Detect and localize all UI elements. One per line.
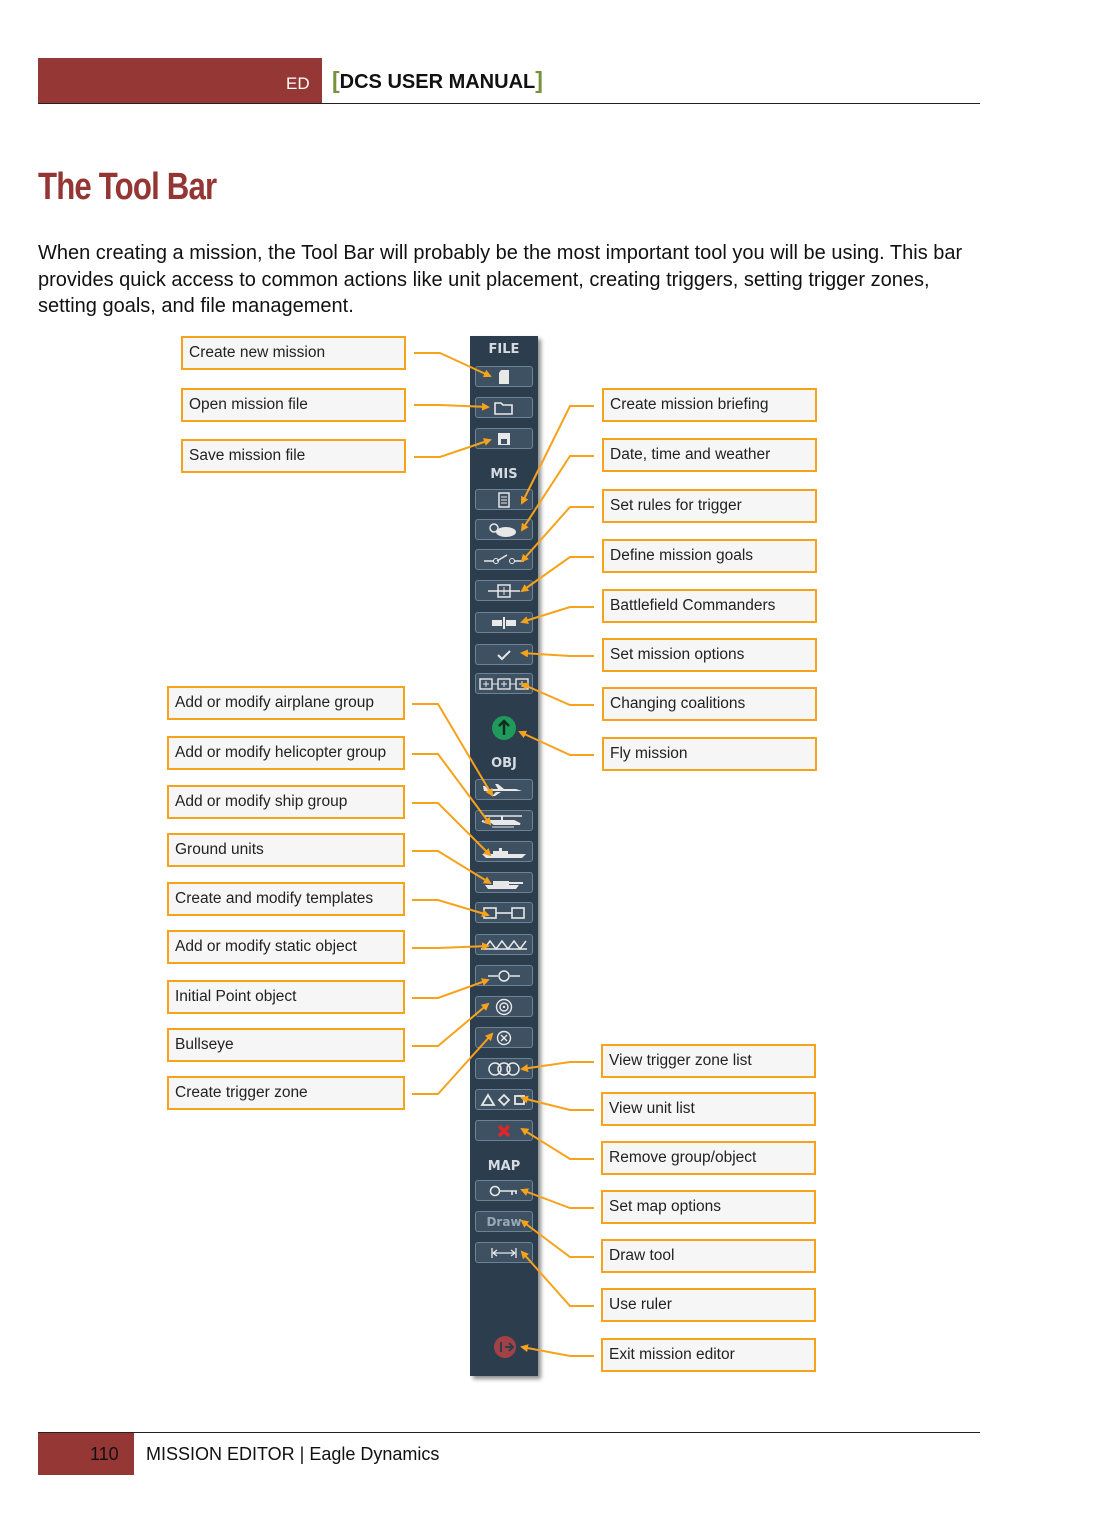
label-trigger-rules: Set rules for trigger [602, 489, 817, 523]
label-mission-briefing: Create mission briefing [602, 388, 817, 422]
toolbar-section-obj: OBJ [491, 756, 517, 771]
section-title: The Tool Bar [38, 166, 217, 208]
label-open-mission-file: Open mission file [181, 388, 406, 422]
label-initial-point: Initial Point object [167, 980, 405, 1014]
label-save-mission-file: Save mission file [181, 439, 406, 473]
label-battlefield-commanders: Battlefield Commanders [602, 589, 817, 623]
label-map-options: Set map options [601, 1190, 816, 1224]
label-exit-editor: Exit mission editor [601, 1338, 816, 1372]
label-trigger-zone: Create trigger zone [167, 1076, 405, 1110]
label-date-time-weather: Date, time and weather [602, 438, 817, 472]
label-static-object: Add or modify static object [167, 930, 405, 964]
toolbar-section-map: MAP [487, 1159, 521, 1174]
header-ed: ED [286, 74, 310, 93]
label-ground-units: Ground units [167, 833, 405, 867]
label-create-new-mission: Create new mission [181, 336, 406, 370]
label-draw-tool: Draw tool [601, 1239, 816, 1273]
label-mission-goals: Define mission goals [602, 539, 817, 573]
label-bullseye: Bullseye [167, 1028, 405, 1062]
intro-paragraph: When creating a mission, the Tool Bar will probably be the most important tool you will be using. This bar provides quick access to common actions like unit placement, creating triggers, setting trigger zones, setting goals, and file management. [38, 242, 963, 317]
header-title-text: DCS USER MANUAL [339, 71, 536, 93]
label-helicopter-group: Add or modify helicopter group [167, 736, 405, 770]
footer-accent-box [38, 1433, 134, 1475]
label-unit-list: View unit list [601, 1092, 816, 1126]
label-use-ruler: Use ruler [601, 1288, 816, 1322]
footer-text: MISSION EDITOR | Eagle Dynamics [146, 1444, 440, 1464]
label-remove-object: Remove group/object [601, 1141, 816, 1175]
label-ship-group: Add or modify ship group [167, 785, 405, 819]
footer-rule [38, 1432, 980, 1433]
label-changing-coalitions: Changing coalitions [602, 687, 817, 721]
label-airplane-group: Add or modify airplane group [167, 686, 405, 720]
label-trigger-zone-list: View trigger zone list [601, 1044, 816, 1078]
page-number: 110 [90, 1444, 119, 1464]
draw-tool-button[interactable]: Draw [475, 1211, 533, 1232]
bracket-close: ] [535, 67, 543, 93]
toolbar-section-file: FILE [488, 342, 520, 357]
label-templates: Create and modify templates [167, 882, 405, 916]
toolbar-section-mis: MIS [490, 467, 518, 482]
bracket-open: [ [332, 67, 340, 93]
label-mission-options: Set mission options [602, 638, 817, 672]
label-fly-mission: Fly mission [602, 737, 817, 771]
